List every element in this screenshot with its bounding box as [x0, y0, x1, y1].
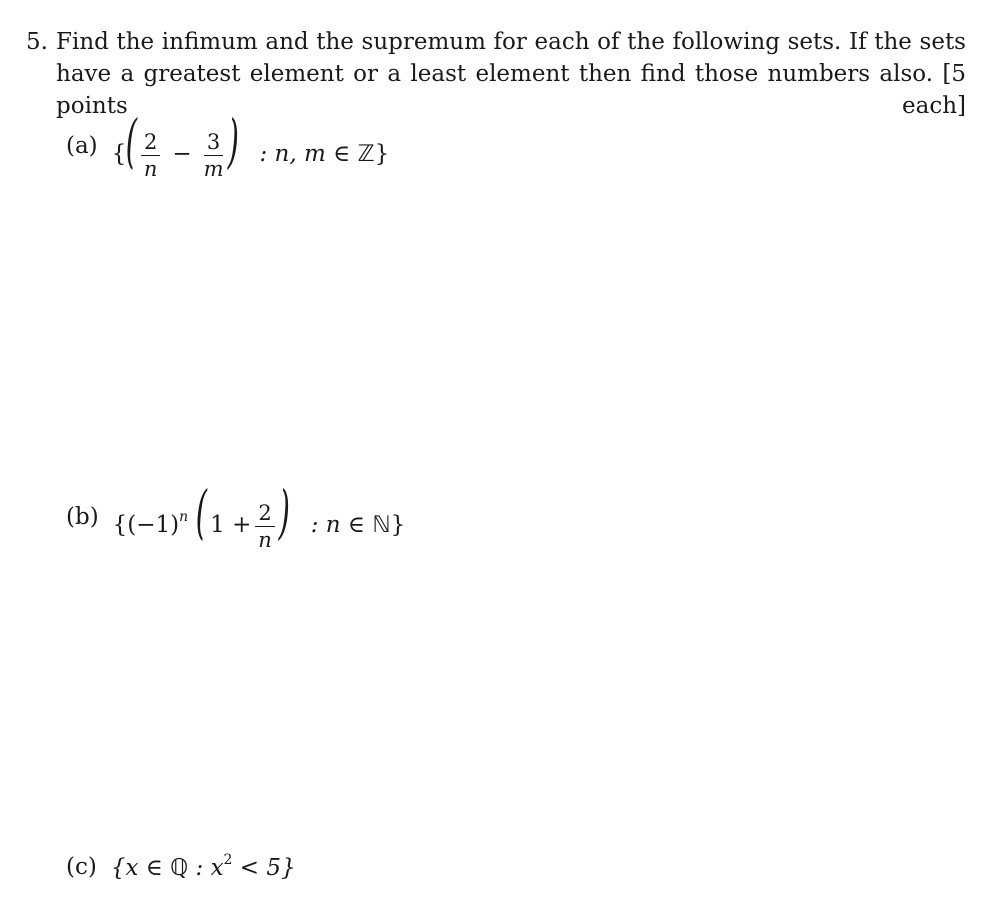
fraction-3-over-m: $\frac{3}{m}$ [203, 129, 224, 181]
one-plus: 1 + [210, 512, 252, 538]
suffix: < 5} [232, 855, 296, 881]
left-paren: ( [195, 478, 207, 546]
right-paren: ) [227, 107, 239, 175]
problem-number: 5. [26, 29, 48, 55]
part-b-expression [112, 478, 406, 552]
left-paren: ( [125, 107, 138, 175]
part-b-label: (b) [66, 504, 99, 531]
part-b [66, 478, 406, 552]
part-a-label: (a) [66, 133, 98, 160]
condition: : n ∈ [310, 512, 373, 538]
minus-sign: − [172, 141, 192, 167]
integers-symbol: ℤ [357, 141, 375, 167]
close-brace: } [390, 512, 406, 538]
rationals-symbol: ℚ [170, 855, 189, 881]
problem-statement [56, 26, 966, 122]
exponent: n [179, 509, 189, 525]
fraction-2-over-n: $\frac{2}{n}$ [255, 501, 274, 552]
part-c-expression [111, 852, 296, 881]
part-c-label: (c) [66, 853, 97, 880]
problem-points: [5 points each] [56, 61, 967, 119]
exponent: 2 [223, 852, 233, 868]
prefix: {x ∈ [110, 855, 171, 881]
naturals-symbol: ℕ [372, 512, 391, 538]
right-paren: ) [278, 478, 290, 546]
mid: : x [188, 855, 224, 881]
prefix: {(−1) [112, 512, 180, 538]
problem-text: Find the infimum and the supremum for each of the following sets. If the sets have a greatest element or a least element then find those numbers also. [56, 29, 966, 87]
fraction-2-over-n: $\frac{2}{n}$ [141, 130, 160, 181]
open-brace: { [111, 141, 127, 167]
condition: : n, m ∈ [259, 141, 358, 167]
part-a [66, 107, 390, 181]
problem-5 [26, 26, 966, 122]
close-brace: } [374, 141, 390, 167]
part-a-expression [111, 107, 390, 181]
part-c [66, 852, 296, 881]
